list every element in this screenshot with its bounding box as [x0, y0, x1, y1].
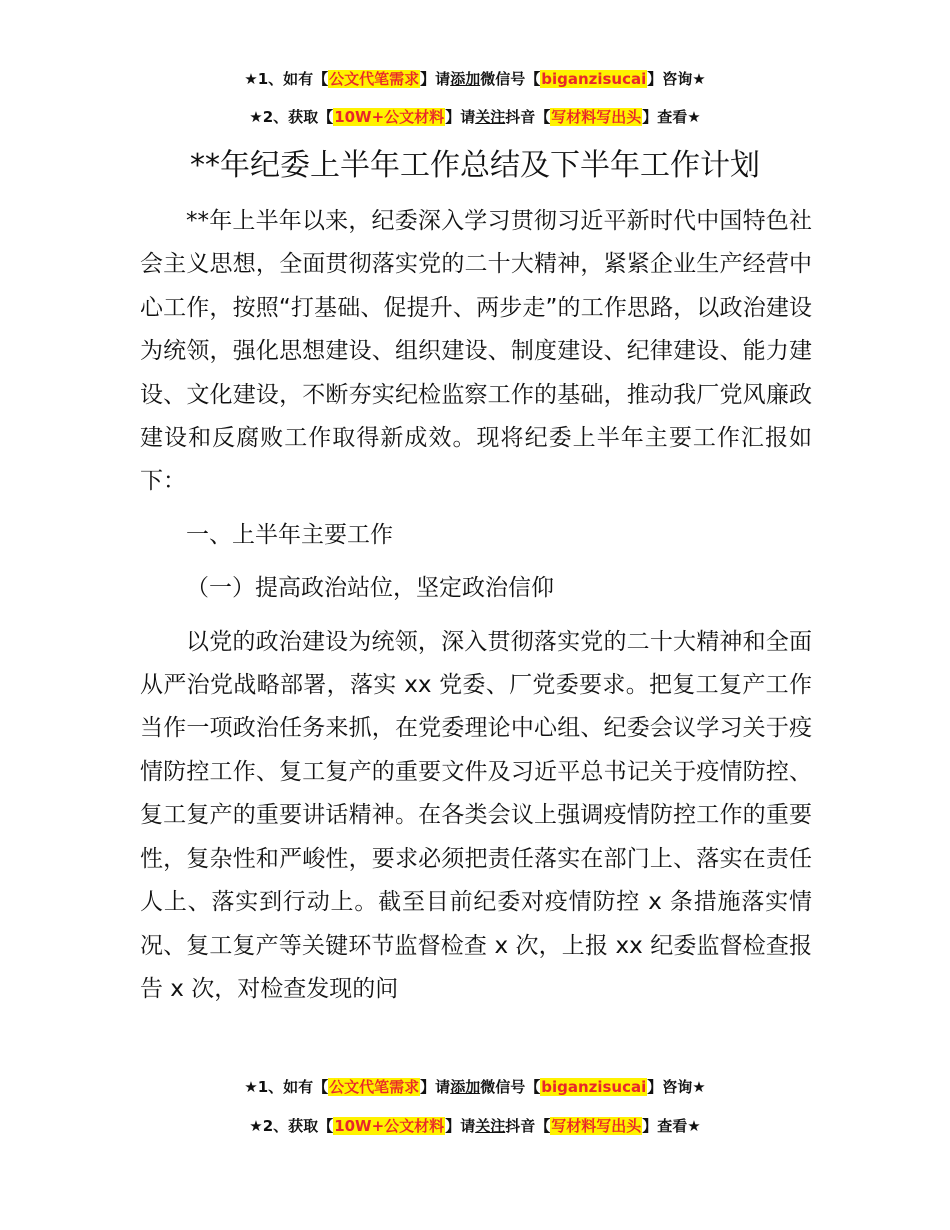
banner-wechat-id: biganzisucai: [541, 1078, 647, 1096]
header-banner-line-2: [0, 106, 950, 128]
banner-highlight: 公文代笔需求: [329, 70, 420, 88]
banner-prefix: ★1、如有【: [244, 70, 329, 88]
banner-douyin-id: 写材料写出头: [551, 108, 642, 126]
banner-suffix: 】查看★: [642, 1117, 701, 1135]
banner-text: 微信号【: [480, 1078, 541, 1096]
banner-highlight: 公文代笔需求: [329, 1078, 420, 1096]
banner-prefix: ★2、获取【: [249, 108, 334, 126]
banner-underline: 关注: [475, 108, 506, 126]
banner-text: 】请: [420, 70, 451, 88]
banner-text: 】请: [420, 1078, 451, 1096]
document-title: **年纪委上半年工作总结及下半年工作计划: [190, 148, 760, 183]
banner-douyin-id: 写材料写出头: [551, 1117, 642, 1135]
intro-paragraph: **年上半年以来，纪委深入学习贯彻习近平新时代中国特色社会主义思想，全面贯彻落实党的二十大精神，紧紧企业生产经营中心工作，按照“打基础、促提升、两步走”的工作思路，以政治建设为统领，强化思想建设、组织建设、制度建设、纪律建设、能力建设、文化建设，不断夯实纪检监察工作的基础，推动我厂党风廉政建设和反腐败工作取得新成效。现将纪委上半年主要工作汇报如下：: [140, 208, 812, 495]
banner-text: 抖音【: [505, 108, 551, 126]
banner-suffix: 】咨询★: [647, 70, 706, 88]
banner-prefix: ★1、如有【: [244, 1078, 329, 1096]
banner-text: 微信号【: [480, 70, 541, 88]
banner-underline: 关注: [475, 1117, 506, 1135]
footer-banner-line-2: [0, 1115, 950, 1137]
banner-suffix: 】查看★: [642, 108, 701, 126]
section-heading: 一、上半年主要工作: [186, 521, 393, 548]
banner-wechat-id: biganzisucai: [541, 70, 647, 88]
banner-text: 抖音【: [505, 1117, 551, 1135]
banner-suffix: 】咨询★: [647, 1078, 706, 1096]
banner-text: 】请: [445, 108, 476, 126]
footer-banner-line-1: [0, 1076, 950, 1098]
banner-underline: 添加: [450, 70, 481, 88]
body-paragraph: 以党的政治建设为统领，深入贯彻落实党的二十大精神和全面从严治党战略部署，落实 xx 党委、厂党委要求。把复工复产工作当作一项政治任务来抓，在党委理论中心组、纪委会议学习关于疫情防控工作、复工复产的重要文件及习近平总书记关于疫情防控、复工复产的重要讲话精神。在各类会议上强调疫情防控工作的重要性，复杂性和严峻性，要求必须把责任落实在部门上、落实在责任人上、落实到行动上。截至目前纪委对疫情防控 x 条措施落实情况、复工复产等关键环节监督检查 x 次，上报 xx 纪委监督检查报告 x 次，对检查发现的问: [140, 628, 812, 1002]
banner-highlight: 10W+公文材料: [334, 1117, 445, 1135]
banner-prefix: ★2、获取【: [249, 1117, 334, 1135]
header-banner-line-1: [0, 68, 950, 90]
banner-underline: 添加: [450, 1078, 481, 1096]
banner-text: 】请: [445, 1117, 476, 1135]
subsection-heading: （一）提高政治站位，坚定政治信仰: [186, 575, 554, 602]
banner-highlight: 10W+公文材料: [334, 108, 445, 126]
document-body: [140, 200, 812, 1011]
